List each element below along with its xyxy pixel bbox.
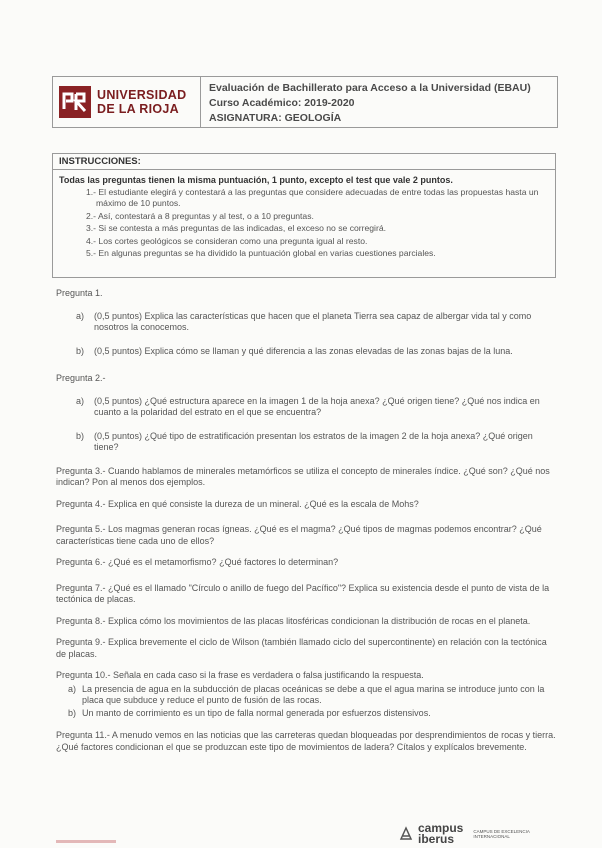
exam-header xyxy=(52,76,558,128)
question-2-title: Pregunta 2.- xyxy=(56,373,106,383)
questions xyxy=(56,288,556,763)
question-3: Pregunta 3.- Cuando hablamos de minerales metamórficos se utiliza el concepto de minerales índice. ¿Qué son? ¿Qué nos indican? Pon al menos dos ejemplos. xyxy=(56,465,550,487)
subitem-label: a) xyxy=(76,395,85,406)
question-8: Pregunta 8.- Explica cómo los movimientos de las placas litosféricas condicionan la distribución de rocas en el planeta. xyxy=(56,615,531,626)
instruction-item: 2.- Así, contestará a 8 preguntas y al test, o a 10 preguntas. xyxy=(86,210,314,221)
question-2b xyxy=(76,431,556,454)
subitem-label: b) xyxy=(68,707,77,718)
subitem-label: b) xyxy=(76,430,85,441)
question-1a xyxy=(76,311,556,334)
question-2a xyxy=(76,396,556,419)
question-1b xyxy=(76,346,556,358)
question-10b xyxy=(68,708,556,720)
question-1-title: Pregunta 1. xyxy=(56,288,103,298)
exam-title: Evaluación de Bachillerato para Acceso a la Universidad (EBAU) xyxy=(209,82,531,94)
question-11: Pregunta 11.- A menudo vemos en las noticias que las carreteras quedan bloqueadas por desprendimientos de rocas y tierra. ¿Qué factores condicionan el que se produzcan este tipo de movimientos de ladera? Cítalos y explícalos brevemente. xyxy=(56,730,556,752)
university-name-line1: UNIVERSIDAD xyxy=(97,88,187,102)
campus-line1: campus xyxy=(418,821,464,835)
question-10-title: Pregunta 10.- Señala en cada caso si la frase es verdadera o falsa justificando la respuesta. xyxy=(56,670,424,680)
subitem-text: La presencia de agua en la subducción de placas oceánicas se debe a que el agua marina se introduce junto con la placa que subduce y reduce el punto de fusión de las rocas. xyxy=(82,683,545,705)
university-name-line2: DE LA RIOJA xyxy=(97,102,180,116)
instructions-heading: INSTRUCCIONES: xyxy=(53,154,555,170)
campus-line2: iberus xyxy=(418,832,455,846)
campus-caption: CAMPUS DE EXCELENCIA INTERNACIONAL xyxy=(473,828,530,839)
instruction-item: 5.- En algunas preguntas se ha dividido la puntuación global en varias cuestiones parciales. xyxy=(86,248,436,258)
instructions-lead: Todas las preguntas tienen la misma puntuación, 1 punto, excepto el test que vale 2 puntos. xyxy=(59,175,453,185)
instructions-list xyxy=(53,187,555,259)
university-emblem-icon xyxy=(58,85,92,119)
question-7: Pregunta 7.- ¿Qué es el llamado "Círculo o anillo de fuego del Pacífico"? Explica su existencia desde el punto de vista de la tectónica de placas. xyxy=(56,582,550,604)
footer-decoration xyxy=(56,840,116,843)
instruction-item: 3.- Si se contesta a más preguntas de las indicadas, el exceso no se corregirá. xyxy=(86,223,386,233)
course-year: Curso Académico: 2019-2020 xyxy=(209,97,355,109)
subject: ASIGNATURA: GEOLOGÍA xyxy=(209,112,342,124)
subitem-text: Un manto de corrimiento es un tipo de falla normal generada por esfuerzos distensivos. xyxy=(82,707,431,718)
question-9: Pregunta 9.- Explica brevemente el ciclo de Wilson (también llamado ciclo del supercontinente) en relación con la tectónica de placas. xyxy=(56,637,547,659)
question-5: Pregunta 5.- Los magmas generan rocas ígneas. ¿Qué es el magma? ¿Qué tipos de magmas podemos encontrar? ¿Qué características tiene cada uno de ellos? xyxy=(56,524,542,546)
university-logo xyxy=(53,77,201,127)
question-10a xyxy=(68,684,556,707)
subitem-text: (0,5 puntos) ¿Qué tipo de estratificación presentan los estratos de la imagen 2 de la hoja anexa? ¿Qué origen tiene? xyxy=(94,430,533,452)
campus-iberus-logo xyxy=(398,823,553,845)
instruction-item: 1.- El estudiante elegirá y contestará a las preguntas que considere adecuadas de entre todas las propuestas hasta un máximo de 10 puntos. xyxy=(86,187,539,208)
subitem-label: b) xyxy=(76,345,85,356)
exam-info xyxy=(201,77,531,127)
subitem-text: (0,5 puntos) ¿Qué estructura aparece en la imagen 1 de la hoja anexa? ¿Qué origen tiene? ¿Qué nos indica en cuanto a la polaridad del estrato en el que se encuentra? xyxy=(94,395,540,417)
subitem-label: a) xyxy=(68,683,77,694)
subitem-text: (0,5 puntos) Explica cómo se llaman y qué diferencia a las zonas elevadas de las zonas bajas de la luna. xyxy=(94,345,513,356)
instructions-box xyxy=(52,153,556,278)
instruction-item: 4.- Los cortes geológicos se consideran como una pregunta igual al resto. xyxy=(86,235,368,246)
subitem-label: a) xyxy=(76,310,85,321)
question-4: Pregunta 4.- Explica en qué consiste la dureza de un mineral. ¿Qué es la escala de Mohs? xyxy=(56,498,419,509)
campus-wordmark xyxy=(418,823,463,845)
campus-logo-icon xyxy=(398,826,414,842)
question-6: Pregunta 6.- ¿Qué es el metamorfismo? ¿Qué factores lo determinan? xyxy=(56,557,339,567)
subitem-text: (0,5 puntos) Explica las características que hacen que el planeta Tierra sea capaz de albergar vida tal y como nosotros la conocemos. xyxy=(94,310,532,332)
